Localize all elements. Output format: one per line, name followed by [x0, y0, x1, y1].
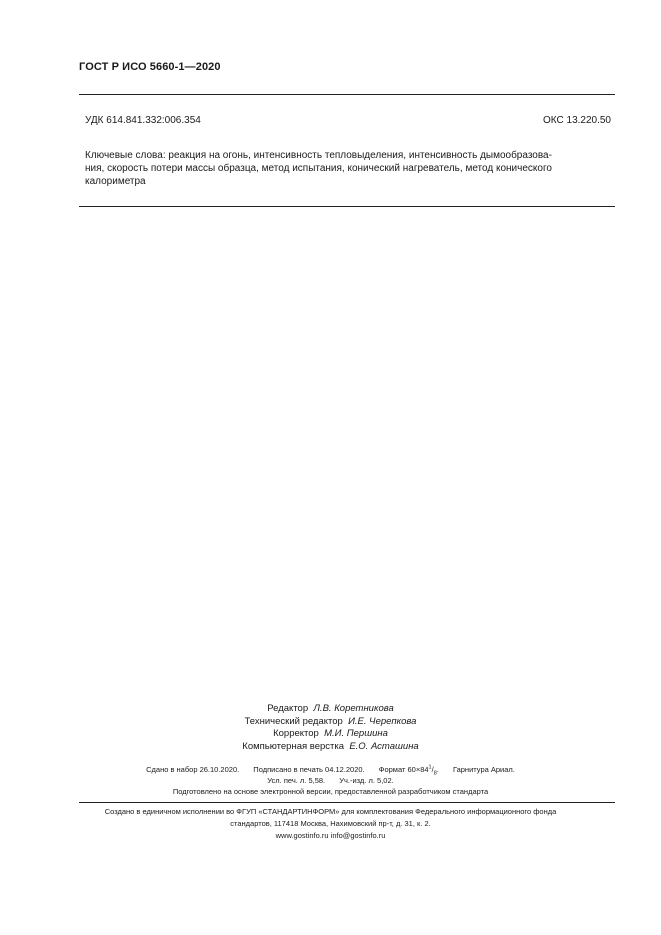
print-sheets: Усл. печ. л. 5,58.	[267, 776, 326, 785]
publisher-info	[0, 806, 661, 842]
staff-row	[0, 728, 661, 741]
staff-row	[0, 716, 661, 729]
signed-date: Подписано в печать 04.12.2020.	[253, 765, 365, 774]
staff-name: М.И. Першина	[324, 728, 388, 739]
standard-id: ГОСТ Р ИСО 5660-1—2020	[79, 61, 221, 73]
keywords-block	[85, 149, 610, 188]
email-link[interactable]: info@gostinfo.ru	[330, 831, 386, 840]
staff-name: Е.О. Асташина	[349, 740, 419, 752]
staff-name: И.Е. Черепкова	[348, 715, 417, 727]
publisher-line: Создано в единичном исполнении во ФГУП «СТАНДАРТИНФОРМ» для комплектования Федерального информационного фонда	[104, 807, 557, 816]
paper-format: Формат $60\times 84^1/_8$.	[378, 764, 439, 777]
publishing-sheets: Уч.-изд. л. 5,02.	[339, 776, 394, 785]
print-info-line	[0, 764, 661, 775]
divider-publisher	[79, 802, 615, 803]
staff-row	[0, 703, 661, 716]
submitted-date: Сдано в набор 26.10.2020.	[146, 765, 240, 774]
print-info	[0, 764, 661, 797]
staff-role: Компьютерная верстка	[242, 740, 345, 752]
staff-credits	[0, 703, 661, 753]
website-link[interactable]: www.gostinfo.ru	[275, 831, 329, 840]
staff-role: Корректор	[273, 728, 319, 739]
staff-role: Технический редактор	[244, 715, 343, 727]
typeface: Гарнитура Ариал.	[452, 765, 515, 774]
staff-row	[0, 741, 661, 754]
keywords-line: Ключевые слова: реакция на огонь, интенсивность тепловыделения, интенсивность дымообразова-	[85, 150, 552, 161]
staff-name: Л.В. Коретникова	[313, 703, 394, 714]
udk-code: УДК 614.841.332:006.354	[85, 115, 201, 126]
divider-top	[79, 94, 615, 95]
keywords-line: ния, скорость потери массы образца, метод испытания, конический нагреватель, метод конического	[85, 163, 552, 174]
staff-role: Редактор	[267, 703, 309, 714]
oks-code: ОКС 13.220.50	[543, 115, 611, 126]
divider-keywords	[79, 206, 615, 207]
keywords-line: калориметра	[85, 176, 146, 187]
prepared-note: Подготовлено на основе электронной версии, предоставленной разработчиком стандарта	[172, 787, 489, 796]
publisher-contacts	[0, 830, 661, 842]
print-info-line	[0, 775, 661, 786]
publisher-line: стандартов, 117418 Москва, Нахимовский пр-т, д. 31, к. 2.	[230, 819, 431, 828]
